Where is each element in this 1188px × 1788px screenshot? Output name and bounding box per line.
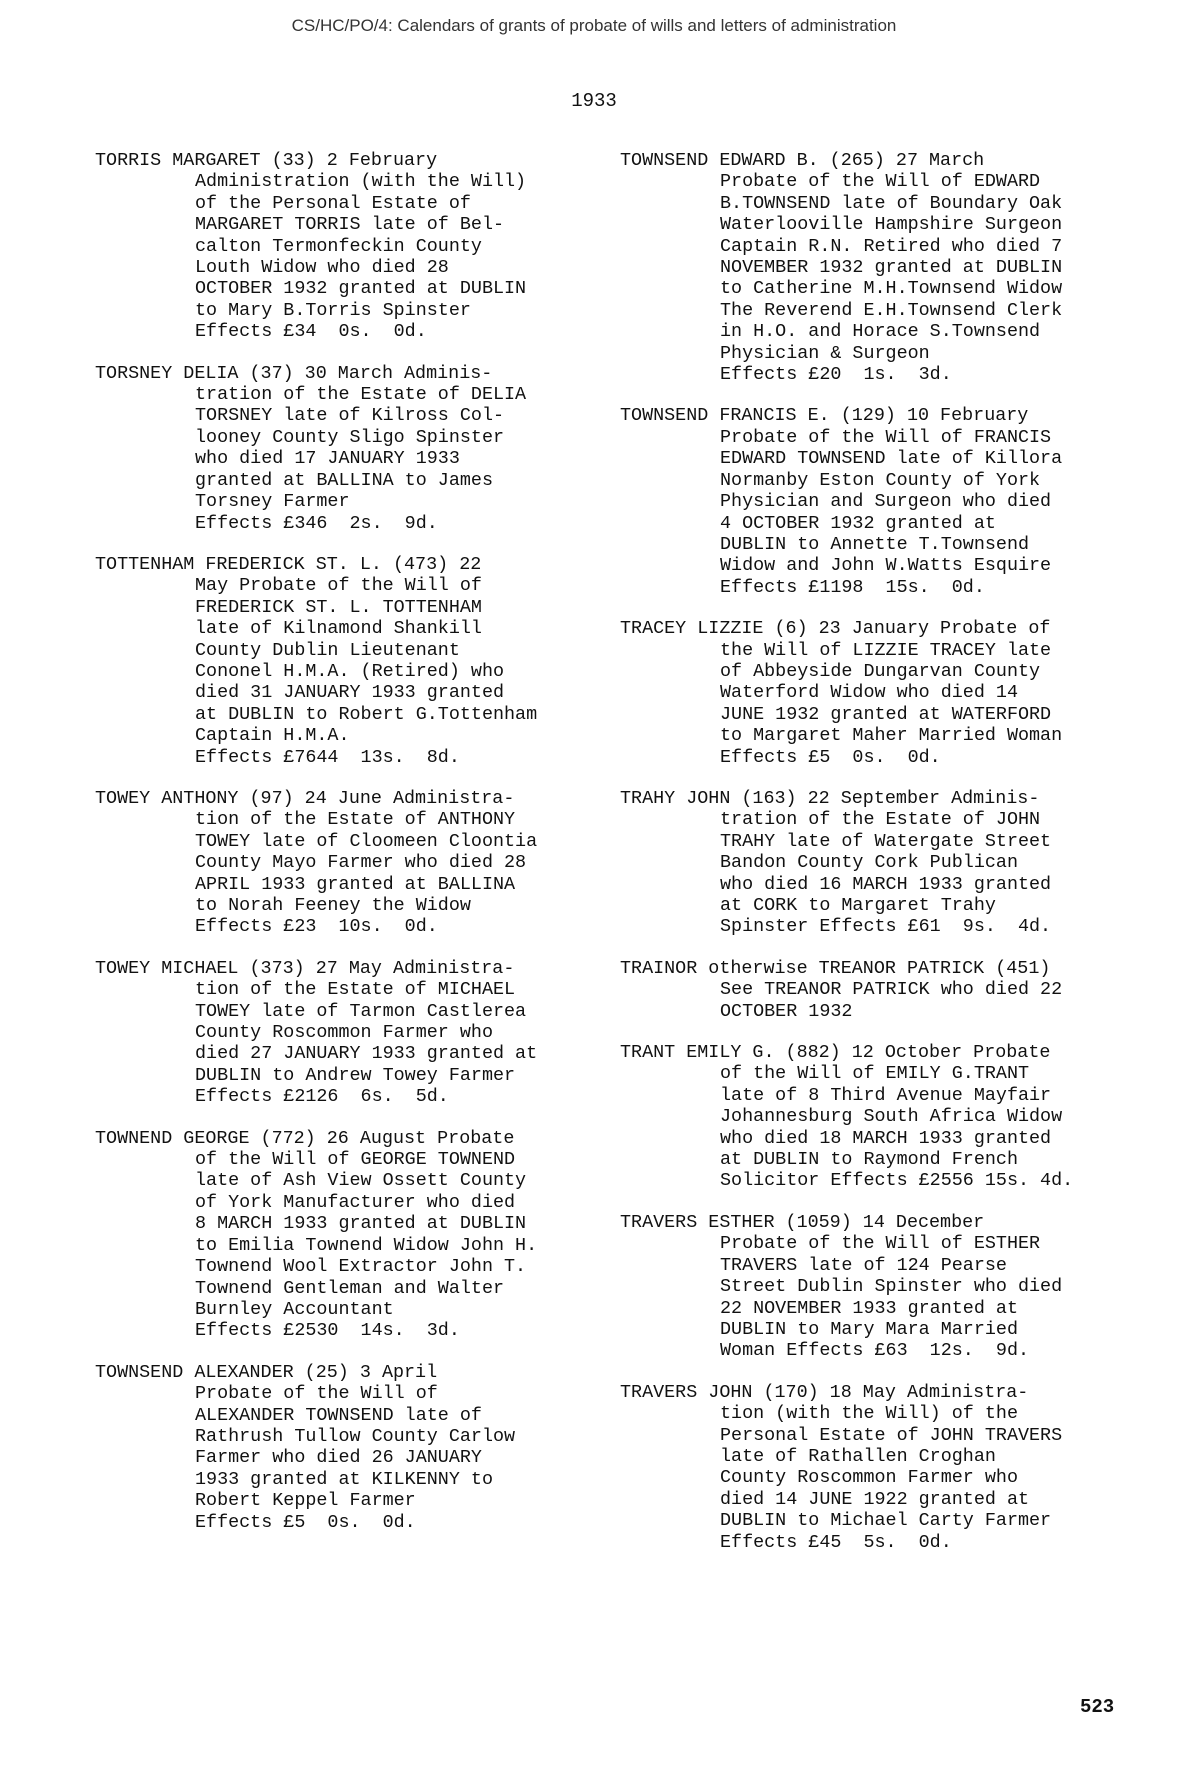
entry-text-line: ALEXANDER TOWNSEND late of (195, 1404, 482, 1426)
entry-text-line: who died 16 MARCH 1933 granted (720, 873, 1052, 895)
calendar-entry (620, 405, 1140, 598)
entry-text-line: EDWARD TOWNSEND late of Killora (720, 448, 1063, 470)
entry-text-line: late of Kilnamond Shankill (195, 618, 482, 640)
entry-text-line: at DUBLIN to Raymond French (720, 1149, 1018, 1171)
entry-text-line: County Roscommon Farmer who (720, 1467, 1018, 1489)
entry-text-line: to Norah Feeney the Widow (195, 895, 471, 916)
entry-text-line: of the Personal Estate of (195, 192, 471, 214)
entry-text-line: DUBLIN to Andrew Towey Farmer (195, 1064, 516, 1086)
entry-text-line: Normanby Eston County of York (720, 469, 1041, 491)
entry-text-line: MARGARET TORRIS late of Bel- (195, 214, 505, 236)
entry-text-line: DUBLIN to Annette T.Townsend (720, 533, 1030, 555)
entry-text-line: Effects £1198 15s. 0d. (720, 576, 985, 598)
calendar-entry (620, 958, 1140, 1022)
entry-text-line: Physician and Surgeon who died (720, 491, 1052, 513)
entry-heading-line: TORRIS MARGARET (33) 2 February (95, 150, 438, 171)
entry-text-line: to Margaret Maher Married Woman (720, 725, 1063, 747)
entry-text-line: APRIL 1933 granted at BALLINA (195, 873, 516, 895)
entry-text-line: TOWEY late of Tarmon Castlerea (195, 1000, 527, 1022)
entry-heading-line: TRAVERS ESTHER (1059) 14 December (620, 1211, 985, 1233)
page-number: 523 (1080, 1696, 1115, 1718)
entry-text-line: Effects £2126 6s. 5d. (195, 1086, 449, 1108)
entry-text-line: tion (with the Will) of the (720, 1403, 1018, 1425)
entry-text-line: Probate of the Will of (195, 1383, 438, 1405)
entry-text-line: late of Ash View Ossett County (195, 1170, 527, 1192)
entry-text-line: Effects £34 0s. 0d. (195, 321, 427, 343)
entry-text-line: Rathrush Tullow County Carlow (195, 1425, 516, 1447)
entry-text-line: Effects £346 2s. 9d. (195, 512, 438, 534)
entry-text-line: to Catherine M.H.Townsend Widow (720, 278, 1063, 300)
entry-heading-line: TOWNEND GEORGE (772) 26 August Probate (95, 1127, 515, 1149)
entry-text-line: Bandon County Cork Publican (720, 852, 1018, 874)
entry-text-line: late of 8 Third Avenue Mayfair (720, 1084, 1052, 1106)
entry-text-line: Burnley Accountant (195, 1298, 394, 1320)
entry-text-line: granted at BALLINA to James (195, 469, 493, 491)
entry-text-line: Administration (with the Will) (195, 171, 527, 193)
entry-text-line: who died 18 MARCH 1933 granted (720, 1127, 1052, 1149)
entry-text-line: died 14 JUNE 1922 granted at (720, 1488, 1030, 1510)
entry-text-line: Captain R.N. Retired who died 7 (720, 235, 1063, 257)
entry-text-line: Woman Effects £63 12s. 9d. (720, 1340, 1030, 1362)
entry-heading-line: TRANT EMILY G. (882) 12 October Probate (620, 1042, 1051, 1064)
entry-heading-line: TORSNEY DELIA (37) 30 March Adminis- (95, 362, 493, 384)
entry-text-line: Johannesburg South Africa Widow (720, 1106, 1063, 1128)
entry-heading-line: TOWNSEND EDWARD B. (265) 27 March (620, 150, 985, 171)
calendar-entry (95, 1362, 615, 1533)
entry-text-line: died 31 JANUARY 1933 granted (195, 682, 505, 704)
calendar-entry (620, 1382, 1140, 1553)
entry-text-line: Physician & Surgeon (720, 342, 930, 364)
entry-text-line: Effects £45 5s. 0d. (720, 1531, 952, 1553)
right-column (620, 150, 1140, 1573)
entry-text-line: Personal Estate of JOHN TRAVERS (720, 1424, 1063, 1446)
entry-heading-line: TOWEY ANTHONY (97) 24 June Administra- (95, 787, 515, 809)
entry-text-line: See TREANOR PATRICK who died 22 (720, 979, 1063, 1001)
entry-text-line: Townend Wool Extractor John T. (195, 1256, 527, 1278)
entry-text-line: to Mary B.Torris Spinster (195, 299, 471, 321)
entry-text-line: TOWEY late of Cloomeen Cloontia (195, 830, 538, 852)
entry-text-line: tration of the Estate of JOHN (720, 809, 1041, 831)
entry-text-line: May Probate of the Will of (195, 575, 482, 597)
entry-text-line: at DUBLIN to Robert G.Tottenham (195, 703, 538, 725)
entry-text-line: FREDERICK ST. L. TOTTENHAM (195, 596, 482, 618)
entry-text-line: Probate of the Will of ESTHER (720, 1233, 1041, 1255)
entry-text-line: Probate of the Will of FRANCIS (720, 426, 1052, 448)
entry-heading-line: TOTTENHAM FREDERICK ST. L. (473) 22 (95, 553, 482, 575)
entry-text-line: 1933 granted at KILKENNY to (195, 1468, 493, 1490)
entry-heading-line: TOWNSEND FRANCIS E. (129) 10 February (620, 405, 1029, 427)
entry-text-line: County Mayo Farmer who died 28 (195, 852, 527, 874)
entry-text-line: Street Dublin Spinster who died (720, 1276, 1063, 1298)
entry-text-line: Probate of the Will of EDWARD (720, 171, 1041, 193)
calendar-entry (620, 150, 1140, 385)
calendar-entry (95, 363, 615, 534)
entry-text-line: Torsney Farmer (195, 491, 350, 513)
page-header: CS/HC/PO/4: Calendars of grants of probate of wills and letters of administration (291, 16, 897, 35)
entry-text-line: died 27 JANUARY 1933 granted at (195, 1043, 538, 1065)
entry-text-line: DUBLIN to Mary Mara Married (720, 1318, 1018, 1340)
entry-text-line: tion of the Estate of MICHAEL (195, 979, 516, 1001)
entry-text-line: B.TOWNSEND late of Boundary Oak (720, 192, 1063, 214)
entry-text-line: Effects £7644 13s. 8d. (195, 746, 460, 768)
entry-text-line: JUNE 1932 granted at WATERFORD (720, 703, 1052, 725)
entry-text-line: Captain H.M.A. (195, 725, 350, 747)
entry-text-line: 22 NOVEMBER 1933 granted at (720, 1297, 1018, 1319)
entry-text-line: tration of the Estate of DELIA (195, 384, 527, 406)
entry-text-line: late of Rathallen Croghan (720, 1445, 996, 1467)
entry-text-line: Effects £23 10s. 0d. (195, 916, 438, 938)
calendar-entry (620, 1042, 1140, 1192)
calendar-entry (95, 150, 615, 343)
entry-text-line: Spinster Effects £61 9s. 4d. (720, 916, 1052, 938)
entry-heading-line: TRAHY JOHN (163) 22 September Adminis- (620, 787, 1040, 809)
entry-text-line: calton Termonfeckin County (195, 235, 482, 257)
entry-text-line: The Reverend E.H.Townsend Clerk (720, 299, 1063, 321)
entry-text-line: 4 OCTOBER 1932 granted at (720, 512, 996, 534)
entry-text-line: TRAVERS late of 124 Pearse (720, 1254, 1007, 1276)
entry-heading-line: TRACEY LIZZIE (6) 23 January Probate of (620, 618, 1051, 640)
entry-text-line: of Abbeyside Dungarvan County (720, 660, 1041, 682)
entry-text-line: in H.O. and Horace S.Townsend (720, 321, 1041, 343)
calendar-entry (620, 788, 1140, 938)
year-heading: 1933 (571, 90, 617, 112)
entry-text-line: 8 MARCH 1933 granted at DUBLIN (195, 1213, 527, 1235)
entry-text-line: of York Manufacturer who died (195, 1191, 516, 1213)
calendar-entry (95, 788, 615, 938)
entry-text-line: Townend Gentleman and Walter (195, 1277, 505, 1299)
entry-text-line: Louth Widow who died 28 (195, 257, 449, 279)
left-column (95, 150, 615, 1553)
entry-text-line: Solicitor Effects £2556 15s. 4d. (720, 1170, 1074, 1192)
entry-text-line: County Dublin Lieutenant (195, 639, 460, 661)
entry-text-line: to Emilia Townend Widow John H. (195, 1234, 538, 1256)
entry-text-line: Effects £5 0s. 0d. (195, 1511, 416, 1533)
entry-text-line: of the Will of GEORGE TOWNEND (195, 1149, 516, 1171)
entry-text-line: Robert Keppel Farmer (195, 1490, 416, 1512)
entry-text-line: OCTOBER 1932 granted at DUBLIN (195, 278, 527, 300)
entry-text-line: DUBLIN to Michael Carty Farmer (720, 1510, 1052, 1532)
entry-heading-line: TRAINOR otherwise TREANOR PATRICK (451) (620, 957, 1051, 979)
calendar-entry (620, 1212, 1140, 1362)
entry-heading-line: TOWNSEND ALEXANDER (25) 3 April (95, 1361, 438, 1383)
calendar-entry (95, 554, 615, 768)
entry-text-line: of the Will of EMILY G.TRANT (720, 1063, 1030, 1085)
entry-text-line: TORSNEY late of Kilross Col- (195, 405, 505, 427)
entry-text-line: the Will of LIZZIE TRACEY late (720, 639, 1052, 661)
calendar-entry (620, 618, 1140, 768)
entry-text-line: Cononel H.M.A. (Retired) who (195, 660, 505, 682)
entry-text-line: Effects £20 1s. 3d. (720, 364, 952, 386)
entry-text-line: who died 17 JANUARY 1933 (195, 448, 460, 470)
entry-text-line: Waterlooville Hampshire Surgeon (720, 214, 1063, 236)
calendar-entry (95, 958, 615, 1108)
entry-text-line: Effects £2530 14s. 3d. (195, 1320, 460, 1342)
entry-text-line: tion of the Estate of ANTHONY (195, 809, 516, 831)
entry-text-line: NOVEMBER 1932 granted at DUBLIN (720, 257, 1063, 279)
entry-text-line: Waterford Widow who died 14 (720, 682, 1018, 704)
entry-text-line: Widow and John W.Watts Esquire (720, 555, 1052, 577)
entry-text-line: OCTOBER 1932 (720, 1000, 853, 1022)
calendar-entry (95, 1128, 615, 1342)
entry-text-line: County Roscommon Farmer who (195, 1022, 493, 1044)
entry-text-line: Effects £5 0s. 0d. (720, 746, 941, 768)
entry-text-line: at CORK to Margaret Trahy (720, 895, 996, 916)
entry-text-line: TRAHY late of Watergate Street (720, 830, 1052, 852)
entry-heading-line: TRAVERS JOHN (170) 18 May Administra- (620, 1381, 1029, 1403)
entry-heading-line: TOWEY MICHAEL (373) 27 May Administra- (95, 957, 515, 979)
entry-text-line: looney County Sligo Spinster (195, 426, 505, 448)
entry-text-line: Farmer who died 26 JANUARY (195, 1447, 482, 1469)
